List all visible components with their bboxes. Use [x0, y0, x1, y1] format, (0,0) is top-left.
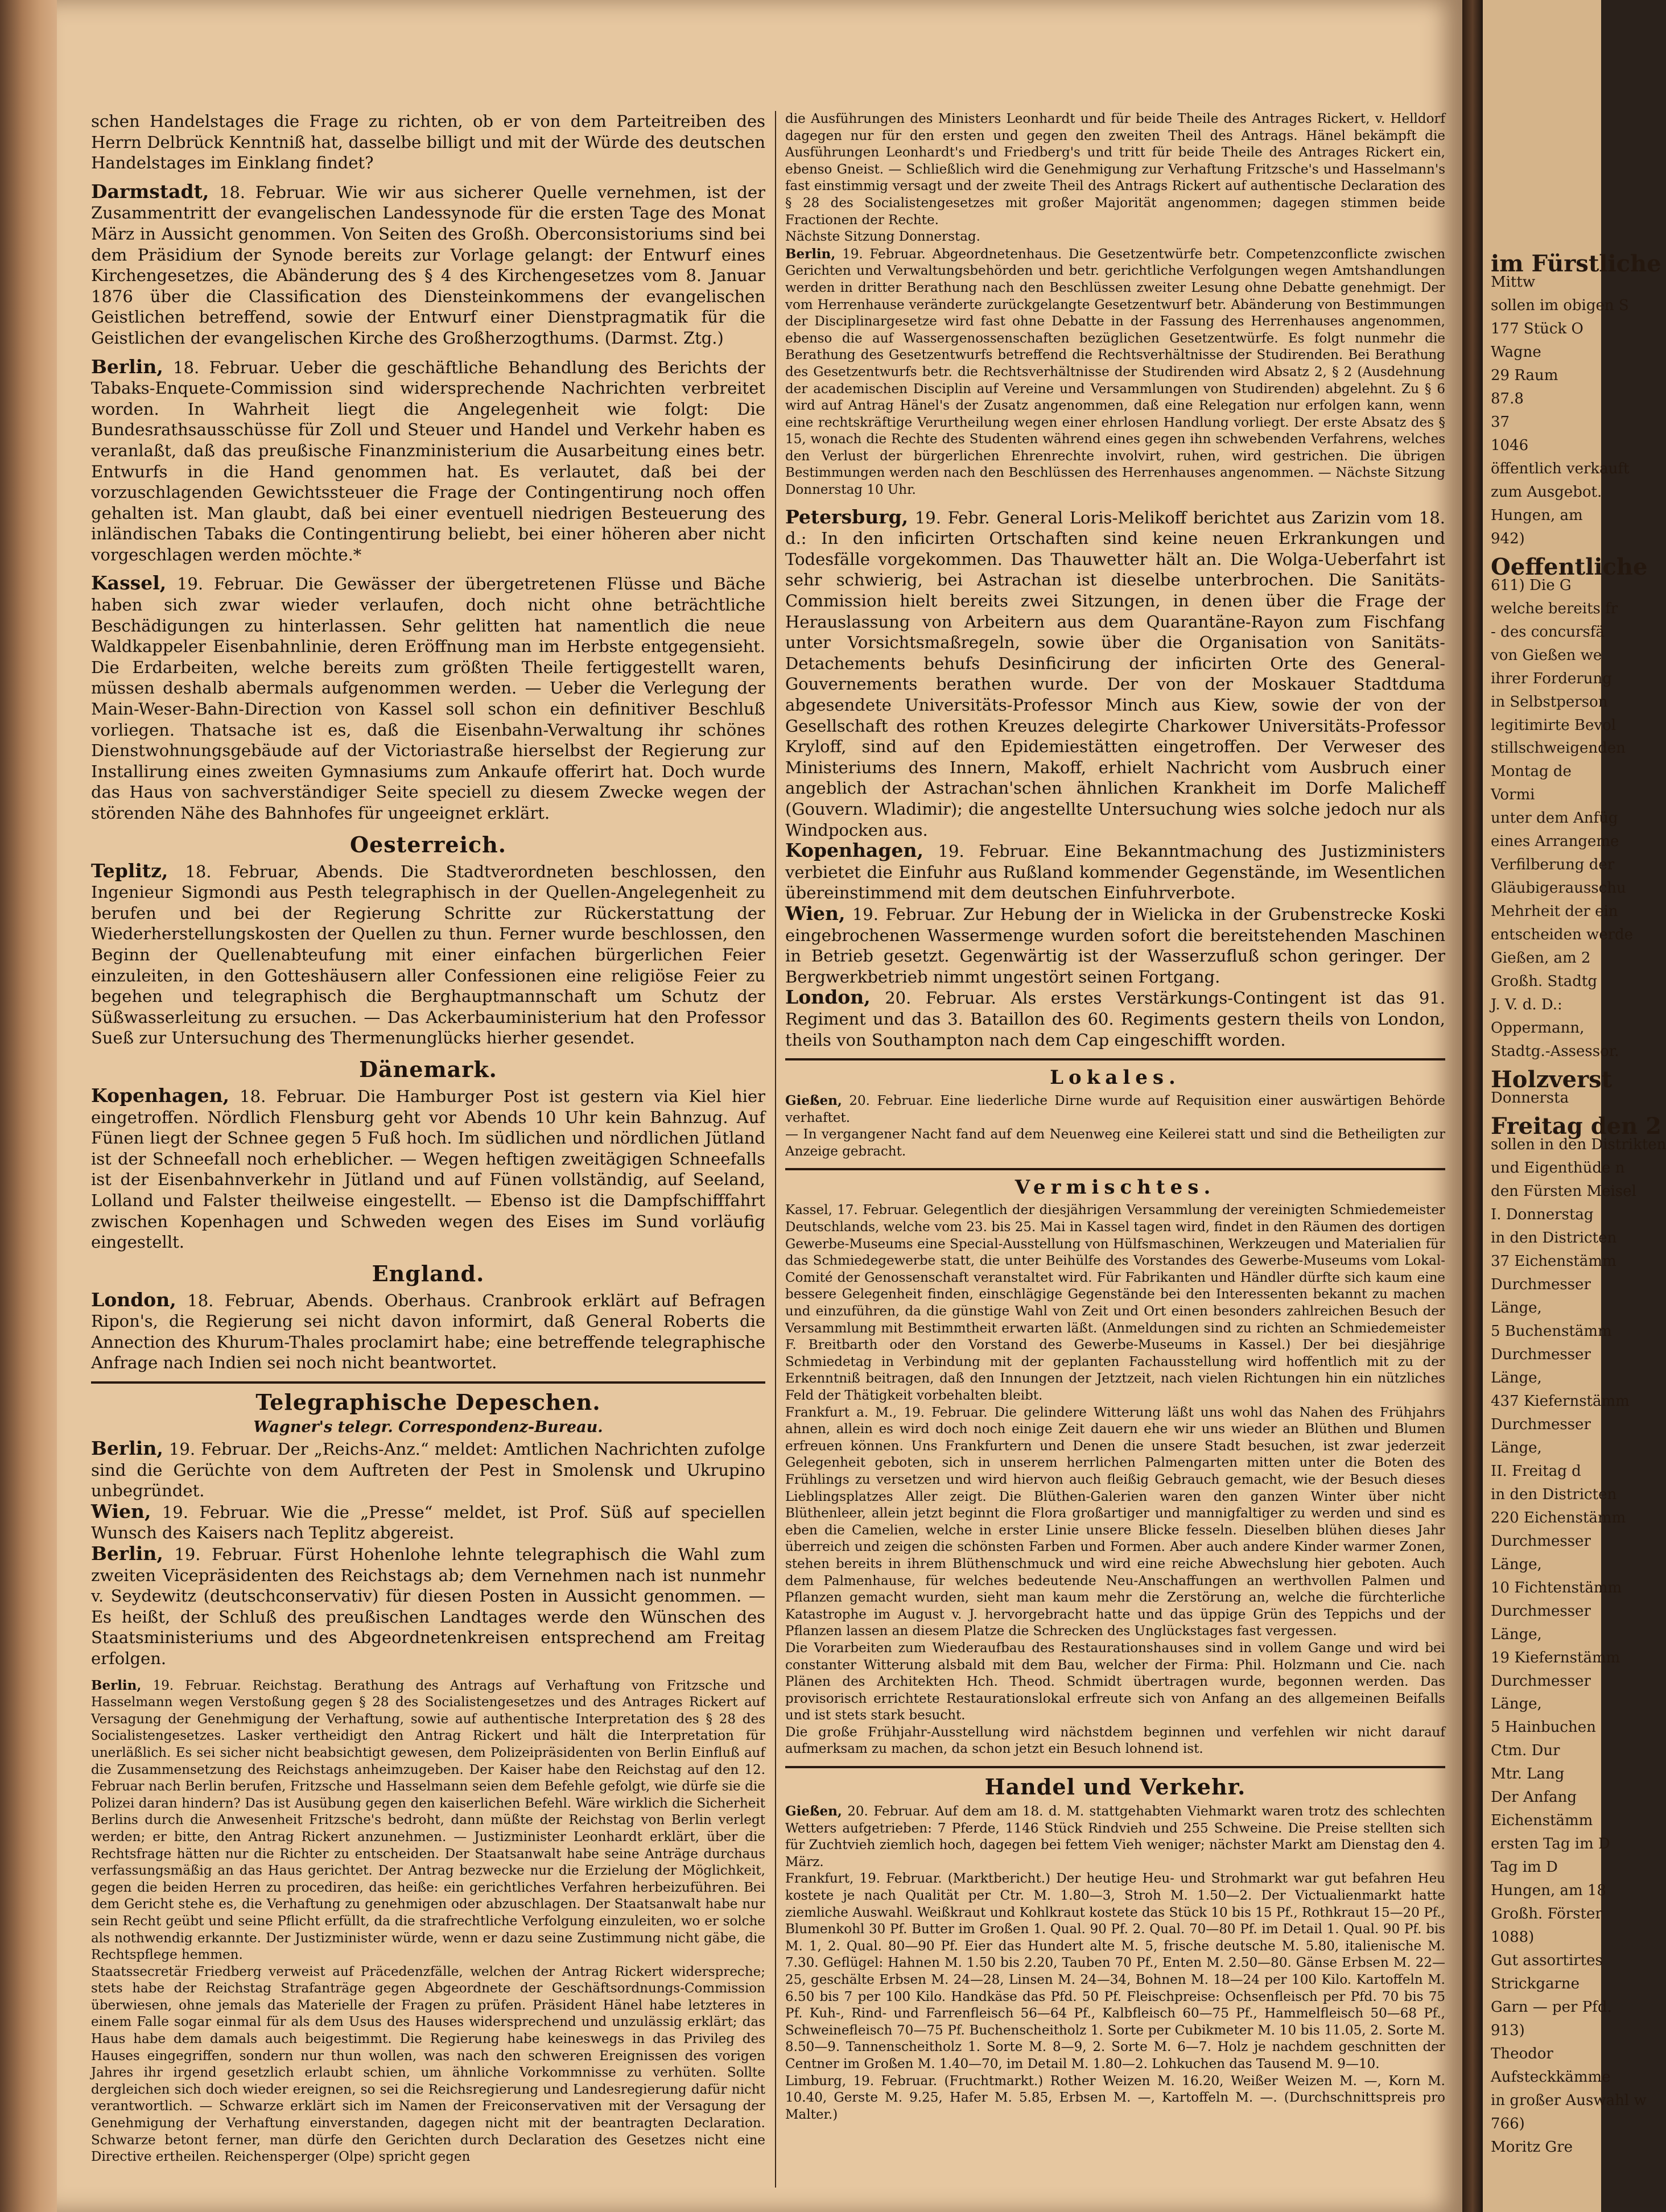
handel-limburg: Limburg, 19. Februar. (Fruchtmarkt.) Rother Weizen M. 16.20, Weißer Weizen M. —, Korn M. 10.40, Gerste M. 9.25, Hafer M. 5.85, Erbsen M. —, Kartoffeln M. —. (Durchschnittspreis pro Malter.) [785, 2073, 1445, 2122]
tel-berlin [91, 1438, 765, 1501]
next-page-fragment: entscheiden werde [1491, 926, 1634, 943]
next-page-fragment: Hungen, am [1491, 507, 1583, 524]
next-page-fragment: Garn — per Pfd. [1491, 1999, 1612, 2016]
next-page-fragment: den Fürsten Meisel [1491, 1183, 1636, 1200]
column-divider [775, 111, 776, 2188]
article-intro: schen Handelstages die Frage zu richten, ob er von dem Parteitreiben des Herrn Delbrück Kenntniß hat, dasselbe billigt und mit der Würde des deutschen Handelstages im Einklang findet? [91, 112, 765, 173]
next-page-fragment: Wagne [1491, 344, 1541, 361]
dateline-london: London, [91, 1288, 176, 1311]
next-page-fragment: Großh. Förster [1491, 1905, 1602, 1922]
dateline-kopenhagen: Kopenhagen, [91, 1084, 229, 1107]
text-tel-wien: 19. Februar. Wie die „Presse“ meldet, ist Prof. Süß auf speciellen Wunsch des Kaisers nach Teplitz abgereist. [91, 1502, 765, 1543]
vermischtes-frankfurt-3: Die große Frühjahr-Ausstellung wird nächstdem beginnen und verfehlen wir nicht darauf aufmerksam zu machen, da schon jetzt ein Besuch lohnend ist. [785, 1724, 1445, 1757]
next-page-fragment: Gläubigerausschu [1491, 880, 1626, 897]
friedberg-report: Staatssecretär Friedberg verweist auf Präcedenzfälle, welchen der Antrag Rickert widerspreche; stets habe der Reichstag Strafanträge gegen Abgeordnete der Geschäftsordnungs-Commission überwiesen, ohne jemals das Materielle der Fragen zu prüfen. Präsident Hänel habe letzteres in einem Falle sogar einmal für als dem Usus des Hauses widersprechend und unzulässig erklärt; das Haus habe dem damals auch beigestimmt. Die Regierung habe keineswegs in das Privileg des Hauses eingegriffen, sondern nur thun wollen, was nach den schweren Ereignissen des vorigen Jahres ihr irgend gesetzlich erlaubt schien, um ähnliche Vorkommnisse zu verhüten. Sollte dergleichen sich doch wieder ereignen, so sei die Reichsregierung und Landesregierung dafür nicht verantwortlich. — Schwarze erklärt sich im Namen der Freiconservativen mit der Versagung der Genehmigung der Verhaftung einverstanden, dagegen nicht mit der beantragten Declaration. Schwarze betont ferner, man dürfe den Gerichten durch Declaration des Gesetzes nicht eine Directive ertheilen. Reichensperger (Olpe) spricht gegen [91, 1964, 765, 2165]
next-page-fragment: und Eigenthüde n [1491, 1159, 1625, 1177]
next-page-fragment: Durchmesser [1491, 1416, 1591, 1433]
next-page-fragment: 913) [1491, 2022, 1525, 2039]
section-rule-handel [785, 1766, 1445, 1768]
left-column [91, 111, 765, 2188]
next-page-fragment: Montag de [1491, 763, 1572, 780]
next-page-fragment: 437 Kiefernstämm [1491, 1393, 1630, 1410]
next-page-fragment: in den Districten [1491, 1486, 1617, 1503]
next-page-fragment: stillschweigenden [1491, 740, 1626, 757]
dateline-giessen: Gießen, [785, 1093, 842, 1109]
dateline-kop-2: Kopenhagen, [785, 839, 923, 862]
article-abgeordnetenhaus [785, 246, 1445, 499]
book-gutter [1462, 0, 1483, 2212]
next-page-fragment: Länge, [1491, 1439, 1542, 1456]
dateline-wien: Wien, [785, 902, 846, 925]
next-page-fragment: Holzverst [1491, 1066, 1613, 1093]
section-heading-handel: Handel und Verkehr. [984, 1774, 1246, 1800]
article-london-2 [785, 987, 1445, 1050]
text-kop-2: 19. Februar. Eine Bekanntmachung des Justizministers verbietet die Einfuhr aus Rußland kommender Gegenstände, im Wesentlichen übereinstimmend mit dem deutschen Einfuhrverbote. [785, 841, 1446, 903]
section-rule [91, 1381, 765, 1384]
text-giessen: 20. Februar. Eine liederliche Dirne wurde auf Requisition einer auswärtigen Behörde verhaftet. [785, 1093, 1445, 1125]
next-page-fragment: öffentlich verkauft [1491, 460, 1630, 477]
next-page-fragment: Durchmesser [1491, 1276, 1591, 1293]
next-page-fragment: sollen in den Distrikten [1491, 1136, 1666, 1153]
lokales-giessen [785, 1092, 1445, 1126]
dateline-teplitz: Teplitz, [91, 859, 168, 882]
next-page-fragment: Länge, [1491, 1369, 1542, 1386]
telegraph-bureau: Wagner's telegr. Correspondenz-Bureau. [253, 1418, 603, 1437]
next-page-fragment: ihrer Forderung [1491, 670, 1612, 687]
article-kopenhagen-2 [785, 840, 1445, 903]
article-berlin-tabak [91, 357, 765, 566]
next-page-fragment: 19 Kiefernstämm [1491, 1649, 1620, 1666]
next-page-fragment: Verfilberung der [1491, 856, 1615, 873]
section-rule-vermischtes [785, 1168, 1445, 1170]
next-page-fragment: Der Anfang [1491, 1789, 1577, 1806]
next-page-fragment: Eichenstämm [1491, 1812, 1593, 1829]
next-page-fragment: 177 Stück O [1491, 320, 1583, 337]
adjacent-page-fragment [1483, 0, 1666, 2212]
next-page-fragment: eines Arrangeme [1491, 833, 1619, 850]
lokales-giessen-2: — In vergangener Nacht fand auf dem Neuenweg eine Keilerei statt und sind die Betheiligten zur Anzeige gebracht. [785, 1127, 1445, 1159]
book-edge [0, 0, 57, 2212]
dateline-berlin: Berlin, [91, 355, 163, 378]
next-page-fragment: 220 Eichenstämm [1491, 1509, 1626, 1526]
next-page-fragment: 29 Raum [1491, 367, 1558, 384]
tel-berlin-2 [91, 1544, 765, 1669]
next-page-fragment: Freitag den 2 [1491, 1113, 1661, 1140]
next-page-fragment: zum Ausgebot. [1491, 484, 1602, 501]
handel-giessen [785, 1803, 1445, 1871]
section-rule-lokales [785, 1058, 1445, 1060]
next-page-fragment: Hungen, am 18 [1491, 1882, 1606, 1899]
next-page-fragment: Mittw [1491, 274, 1536, 291]
text-tel-berlin-2: 19. Februar. Fürst Hohenlohe lehnte telegraphisch die Wahl zum zweiten Vicepräsidenten des Reichstags ab; dem Vernehmen nach ist nunmehr v. Seydewitz (deutschconservativ) für diesen Posten in Aussicht genommen. — Es heißt, der Schluß des preußischen Landtages werde den Wünschen des Staatsministeriums und des Abgeordnetenkreisen entsprechend am Freitag erfolgen. [91, 1545, 765, 1668]
article-wien [785, 903, 1445, 987]
article-petersburg [785, 507, 1445, 841]
next-page-fragment: sollen im obigen S [1491, 297, 1629, 314]
next-page-fragment: Mtr. Lang [1491, 1765, 1565, 1782]
dateline-reichstag: Berlin, [91, 1677, 142, 1693]
dateline-darmstadt: Darmstadt, [91, 180, 209, 203]
section-heading-england: England. [372, 1260, 485, 1286]
text-berlin: 18. Februar. Ueber die geschäftliche Behandlung des Berichts der Tabaks-Enquete-Commission sind widersprechende Nachrichten verbreitet worden. In Wahrheit liegt die Angelegenheit wie folgt: Die Bundesrathsausschüsse für Zoll und Steuer und Handel und Verkehr haben es veranlaßt, daß das preußische Finanzministerium die Ausarbeitung eines betr. Entwurfs in die Hand genommen hat. Es verlautet, daß bei der vorzuschlagenden Gewichtssteuer die Frage der Contingentirung noch offen gehalten ist. Man glaubt, daß bei einer eventuell niedrigen Besteuerung des inländischen Tabaks die Contingentirung beliebt, bei einer höheren aber nicht vorgeschlagen werden möchte.* [91, 357, 765, 564]
next-page-fragment: Gießen, am 2 [1491, 950, 1591, 967]
next-page-fragment: ersten Tag im D [1491, 1835, 1610, 1852]
section-heading-vermischtes: Vermischtes. [1015, 1176, 1216, 1199]
article-darmstadt [91, 181, 765, 349]
vermischtes-frankfurt-2: Die Vorarbeiten zum Wiederaufbau des Restaurationshauses sind in vollem Gange und wird bei constanter Witterung alsbald mit dem Bau, welcher der Firma: Phil. Holzmann und Cie. nach Plänen des Architekten Hch. Theod. Schmidt übertragen wurde, begonnen werden. Das provisorisch errichtete Restaurationslokal erfreute sich von Anfang an des allgemeinen Beifalls und ist stets stark besucht. [785, 1640, 1445, 1723]
article-london-oberhaus [91, 1290, 765, 1373]
next-page-fragment: Länge, [1491, 1556, 1542, 1573]
text-wien: 19. Februar. Zur Hebung der in Wielicka in der Grubenstrecke Koski eingebrochenen Wassermenge wurden sofort die bereitstehenden Maschinen in Betrieb gesetzt. Gegenwärtig ist der Wasserzufluß schon geringer. Der Bergwerkbetrieb nimmt ungestört seinen Fortgang. [785, 904, 1445, 987]
next-page-fragment: unter dem Anfüg [1491, 810, 1618, 827]
reichstag-report [91, 1677, 765, 1964]
dateline-petersburg: Petersburg, [785, 505, 909, 528]
vermischtes-kassel: Kassel, 17. Februar. Gelegentlich der diesjährigen Versammlung der vereinigten Schmiedemeister Deutschlands, welche vom 23. bis 25. Mai in Kassel tagen wird, findet in den Räumen des dortigen Gewerbe-Museums eine Special-Ausstellung von Hülfsmaschinen, Werkzeugen und Materialien für das Schmiedegewerbe statt, die unter Beihülfe des Vorstandes des Gewerbe-Museums vom Lokal-Comité der Genossenschaft veranstaltet wird. Für Fabrikanten und Händler dürfte sich kaum eine bessere Gelegenheit finden, einschlägige Gegenstände bei den Interessenten bekannt zu machen und einzuführen, da die günstige Wahl von Zeit und Ort einen besonders zahlreichen Besuch der Versammlung mit Bestimmtheit erwarten läßt. (Anmeldungen sind zu richten an Schmiedemeister F. Breitbarth oder den Vorstand des Gewerbe-Museums in Kassel.) Der bei diesjährige Schmiedetag in Verbindung mit der geplanten Fachausstellung wird hoffentlich mit zu der Erkenntniß beitragen, daß den Innungen der Jetztzeit, nach vielen Richtungen hin ein nützliches Feld der Thätigkeit vorbehalten bleibt. [785, 1203, 1445, 1403]
next-page-fragment: Mehrheit der ein [1491, 903, 1618, 920]
reichstag-continued: die Ausführungen des Ministers Leonhardt und für beide Theile des Antrages Rickert, v. Helldorf dagegen nur für den ersten und gegen den zweiten Theil des Antrags. Hänel bekämpft die Ausführungen Leonhardt's und Friedberg's und tritt für beide Theile des Antrages Rickert ein, ebenso Gneist. — Schließlich wird die Genehmigung zur Verhaftung Fritzsche's und Hasselmann's fast einstimmig versagt und der zweite Theil des Antrags Rickert auf authentische Declaration des § 28 des Socialistengesetzes mit großer Majorität angenommen; dagegen stimmen beide Fractionen der Rechte. [785, 112, 1445, 228]
next-page-fragment: Durchmesser [1491, 1533, 1591, 1550]
article-teplitz [91, 861, 765, 1049]
next-page-fragment: welche bereits fr [1491, 600, 1618, 617]
dateline-h-giessen: Gießen, [785, 1804, 842, 1819]
next-page-fragment: Großh. Stadtg [1491, 973, 1597, 990]
article-kassel [91, 573, 765, 823]
dateline-tel-berlin: Berlin, [91, 1437, 163, 1460]
next-page-fragment: 5 Buchenstämm [1491, 1323, 1612, 1340]
next-page-fragment: 37 Eichenstämm [1491, 1253, 1616, 1270]
section-heading-daenemark: Dänemark. [359, 1056, 497, 1082]
text-london-2: 20. Februar. Als erstes Verstärkungs-Contingent ist das 91. Regiment und das 3. Bataillon des 60. Regiments gestern theils von London, theils von Southampton nach dem Cap eingeschifft worden. [785, 988, 1445, 1050]
next-page-fragment: Länge, [1491, 1695, 1542, 1712]
next-page-fragment: Vormi [1491, 786, 1535, 803]
dateline-london-2: London, [785, 986, 871, 1009]
next-page-fragment: 1088) [1491, 1929, 1535, 1946]
article-kopenhagen [91, 1086, 765, 1253]
text-tel-berlin: 19. Februar. Der „Reichs-Anz.“ meldet: Amtlichen Nachrichten zufolge sind die Gerüchte von dem Auftreten der Pest in Smolensk und Ukrupino unbegründet. [91, 1439, 766, 1501]
next-page-fragment: Aufsteckkämme [1491, 2069, 1611, 2086]
section-heading-telegraph: Telegraphische Depeschen. [255, 1389, 601, 1415]
next-page-fragment: Durchmesser [1491, 1603, 1591, 1620]
text-kopenhagen: 18. Februar. Die Hamburger Post ist gestern via Kiel hier eingetroffen. Nördlich Flensburg geht vor Abends 10 Uhr kein Bahnzug. Auf Fünen liegt der Schnee gegen 5 Fuß hoch. Im südlichen und nördlichen Jütland ist der Schneefall noch erheblicher. — Wegen heftigen zweitägigen Schneefalls ist der Eisenbahnverkehr in Jütland und auf Fünen vollständig, auf Seeland, Lolland und Falster theilweise eingestellt. — Ebenso ist die Dampfschifffahrt zwischen Kopenhagen und Schweden wegen des Eises im Sund vorläufig eingestellt. [91, 1086, 766, 1252]
next-page-fragment: Oppermann, [1491, 1020, 1585, 1037]
vermischtes-frankfurt: Frankfurt a. M., 19. Februar. Die gelindere Witterung läßt uns wohl das Nahen des Frühjahrs ahnen, allein es wird doch noch einige Zeit dauern ehe wir uns wieder an Blüthen und Blumen erfreuen können. Uns Frankfurtern und Denen die unsere Stadt besuchen, ist zwar jederzeit Gelegenheit geboten, sich in unserem herrlichen Palmengarten mitten unter die Boten des Frühlings zu versetzen und wird hiervon auch fleißig Gebrauch gemacht, wie der Besuch dieses Lieblingsplatzes Aller zeigt. Die Blüthen-Galerien waren den ganzen Winter über nicht Blüthenleer, allein jetzt beginnt die Flora großartiger und mannigfaltiger zu werden und sind es eben die Camelien, welche in erster Linie unsere Blicke fesseln. Dieselben blühen dieses Jahr überreich und zeigen die schönsten Farben und Formen. Aber auch andere Kinder warmer Zonen, stehen bereits in ihrem Blüthenschmuck und wird eine reiche Abwechslung hier geboten. Auch dem Palmenhause, für welches bedeutende Neu-Anschaffungen an werthvollen Palmen und Pflanzen gemacht wurden, sieht man kaum mehr die Zerstörung an, welche die fürchterliche Katastrophe im August v. J. hervorgebracht hatte und das üppige Grün des Teppichs und der Pflanzen lassen an diesem Platze die Schrecken des Unglückstages fast vergessen. [785, 1405, 1445, 1639]
next-page-fragment: im Fürstliche [1491, 250, 1661, 277]
next-page-fragment: I. Donnerstag [1491, 1206, 1594, 1223]
text-petersburg: 19. Febr. General Loris-Melikoff berichtet aus Zarizin vom 18. d.: In den inficirten Ortschaften sind keine neuen Erkrankungen und Todesfälle vorgekommen. Das Thauwetter hält an. Die Wolga-Ueberfahrt ist sehr schwierig, bei Astrachan ist dieselbe unterbrochen. Die Sanitäts-Commission hielt bereits zwei Sitzungen, in denen über die Frage der Herauslassung von Arbeitern aus dem Quarantäne-Rayon zum Fischfang unter Vorsichtsmaßregeln, sowie über die Organisation von Sanitäts-Detachements behufs Desinficirung der inficirten Orte des General-Gouvernements berathen wurde. Der von der Moskauer Stadtduma abgesendete Universitäts-Professor Minch aus Kiew, sowie der von der Gesellschaft des rothen Kreuzes delegirte Charkower Universitäts-Professor Kryloff, sind auf den Epidemiestätten eingetroffen. Der Verweser des Ministeriums des Innern, Makoff, erhielt Nachricht vom Ausbruch einer angeblich der Astrachan'schen ähnlichen Krankheit im Dorfe Malicheff (Gouvern. Wladimir); die angestellte Untersuchung wies solche jedoch nur als Windpocken aus. [785, 507, 1445, 840]
next-page-fragment: Oeffentliche [1491, 554, 1648, 580]
dateline-tel-wien: Wien, [91, 1500, 151, 1522]
text-abg: 19. Februar. Abgeordnetenhaus. Die Gesetzentwürfe betr. Competenzconflicte zwischen Gerichten und Verwaltungsbehörden und betr. gerichtliche Verfolgungen wegen Amtshandlungen werden in dritter Berathung nach den Beschlüssen zweiter Lesung ohne Debatte genehmigt. Der vom Herrenhause veränderte zurückgelangte Gesetzentwurf betr. Abänderung von Bestimmungen der Disciplinargesetze wird fast ohne Debatte in der Fassung des Herrenhauses angenommen, ebenso die auf Wassergenossenschaften bezüglichen Gesetzentwürfe. Es folgt nunmehr die Berathung des Gesetzentwurfs betreffend die Rechtsverhältnisse der Studirenden. Bei Berathung des Gesetzentwurfs betr. die Rechtsverhältnisse der Studirenden wird Absatz 2, § 2 (Ausdehnung der academischen Disciplin auf Vereine und Versammlungen von Studirenden) abgelehnt. Zu § 6 wird auf Antrag Hänel's der Zusatz angenommen, daß eine Relegation nur erfolgen kann, wenn eine rechtskräftige Verurtheilung wegen einer ehrlosen Handlung vorliegt. Der erste Absatz des § 15, wonach die Rechte des Studenten während eines gegen ihn schwebenden Verfahrens, welches den Verlust der bürgerlichen Ehrenrechte involvirt, ruhen, wird gestrichen. Die übrigen Bestimmungen werden nach den Beschlüssen des Herrenhauses angenommen. — Nächste Sitzung Donnerstag 10 Uhr. [785, 246, 1446, 498]
handel-frankfurt: Frankfurt, 19. Februar. (Marktbericht.) Der heutige Heu- und Strohmarkt war gut befahren Heu kostete je nach Qualität per Ctr. M. 1.80—3, Stroh M. 1.50—2. Der Victualienmarkt hatte ziemliche Auswahl. Weißkraut und Kohlkraut kostete das Stück 10 bis 15 Pf., Rothkraut 15—20 Pf., Blumenkohl 30 Pf. Butter im Großen 1. Qual. 90 Pf. 2. Qual. 70—80 Pf. im Detail 1. Qual. 90 Pf. bis M. 1, 2. Qual. 80—90 Pf. Eier das Hundert alte M. 5, frische deutsche M. 5.80, italienische M. 7.30. Geflügel: Hahnen M. 1.50 bis 2.20, Tauben 70 Pf., Enten M. 2.50—80. Gänse Erbsen M. 22—25, geschälte Erbsen M. 24—28, Linsen M. 24—34, Bohnen M. 18—24 per 100 Kilo. Kartoffeln M. 6.50 bis 7 per 100 Kilo. Handkäse das Pfd. 50 Pf. Fleischpreise: Ochsenfleisch per Pfd. 70 bis 75 Pf. Kuh-, Rind- und Farrenfleisch 56—64 Pf., Kalbfleisch 60—75 Pf., Hammelfleisch 50—68 Pf., Schweinefleisch 70—75 Pf. Buchenscheitholz 1. Sorte per Cubikmeter M. 10 bis 11.05, 2. Sorte M. 8.50—9. Tannenscheitholz 1. Sorte M. 8—9, 2. Sorte M. 6—7. Holz je nachdem geschnitten der Centner im Großen M. 1.40—70, im Detail M. 1.80—2. Lohkuchen das Tausend M. 9—10. [785, 1871, 1445, 2071]
next-page-fragment: Länge, [1491, 1626, 1542, 1643]
section-heading-lokales: Lokales. [1050, 1066, 1181, 1090]
text-kassel: 19. Februar. Die Gewässer der übergetretenen Flüsse und Bäche haben sich zwar wieder verlaufen, doch nicht ohne beträchtliche Beschädigungen zu hinterlassen. Sehr gelitten hat namentlich die neue Waldkappeler Eisenbahnlinie, deren Eröffnung man im Herbste entgegensieht. Die Erdarbeiten, welche bereits zum größten Theile fertiggestellt waren, müssen deshalb abermals aufgenommen werden. — Ueber die Verlegung der Main-Weser-Bahn-Direction von Kassel soll schon ein definitiver Beschluß vorliegen. Thatsache ist es, daß die Eisenbahn-Verwaltung ihr schönes Dienstwohnungsgebäude auf der Victoriastraße hierselbst der Regierung zur Installirung eines zweiten Gymnasiums zum Ankaufe offerirt hat. Doch wurde das Haus von sachverständiger Seite speciell zu diesem Zwecke wegen der störenden Nähe des Bahnhofes für ungeeignet erklärt. [91, 574, 766, 823]
next-page-fragment: in Selbstperson [1491, 694, 1608, 711]
dateline-tel-berlin-2: Berlin, [91, 1542, 163, 1565]
dateline-kassel: Kassel, [91, 572, 167, 595]
tel-wien [91, 1501, 765, 1544]
section-heading-oesterreich: Oesterreich. [349, 831, 507, 857]
dateline-abg: Berlin, [785, 246, 836, 262]
next-page-fragment: Moritz Gre [1491, 2139, 1573, 2156]
text-london: 18. Februar, Abends. Oberhaus. Cranbrook erklärt auf Befragen Ripon's, die Regierung sei nicht davon informirt, daß General Roberts die Annection des Khurum-Thales proclamirt habe; eine betreffende telegraphische Anfrage nach Indien sei noch nicht beantwortet. [91, 1290, 765, 1373]
text-reichstag: 19. Februar. Reichstag. Berathung des Antrags auf Verhaftung von Fritzsche und Hasselmann wegen Verstoßung gegen § 28 des Socialistengesetzes und des Antrages Rickert auf Versagung der Genehmigung der Verhaftung, sowie auf authentische Interpretation des § 28 des Socialistengesetzes. Lasker vertheidigt den Antrag Rickert und hält die Interpretation für unerläßlich. Es sei sicher nicht beabsichtigt gewesen, dem Polizeipräsidenten von Berlin Einfluß auf die Zusammensetzung des Reichstags anheimzugeben. Der Kaiser habe den Reichstag auf den 12. Februar nach Berlin berufen, Fritzsche und Hasselmann seien dem Befehle gefolgt, wie dürfe sie die Polizei daran hindern? Das ist Ausübung gegen den kaiserlichen Befehl. Wäre wirklich die Sicherheit Berlins durch die Anwesenheit Fritzsche's bedroht, dann müßte der Reichstag von Berlin verlegt werden; er bitte, den Antrag Rickert anzunehmen. — Justizminister Leonhardt erklärt, über die Rechtsfrage hätten nur die Richter zu entscheiden. Der Staatsanwalt habe seine Anträge durchaus verfassungsmäßig an das Haus gerichtet. Der Antrag bezwecke nur die Erzielung der Möglichkeit, gegen die beiden Herren zu procediren, das heiße: ein gerichtliches Verfahren herbeizuführen. Bei dem Gericht stehe es, die Verhaftung zu genehmigen oder abzuschlagen. Der Staatsanwalt habe nur sein Recht geübt und seine Pflicht erfüllt, da die strafrechtliche Verfolgung einzuleiten, wo er solche als nothwendig erkannte. Der Justizminister würde, wenn er dazu seine Zustimmung nicht gäbe, die Rechtspflege hemmen. [91, 1678, 765, 1963]
next-page-fragment: von Gießen we [1491, 647, 1602, 664]
next-page-fragment: Durchmesser [1491, 1346, 1591, 1363]
next-page-fragment: Durchmesser [1491, 1673, 1591, 1690]
next-page-fragment: Donnersta [1491, 1090, 1569, 1107]
next-page-fragment: in großer Auswahl w [1491, 2092, 1647, 2109]
next-page-fragment: 942) [1491, 530, 1525, 547]
next-page-fragment: J. V. d. D.: [1491, 996, 1562, 1013]
next-page-fragment: 10 Fichtenstämm [1491, 1579, 1622, 1596]
next-page-fragment: 87.8 [1491, 390, 1524, 407]
reichstag-next-session: Nächste Sitzung Donnerstag. [785, 229, 980, 245]
text-teplitz: 18. Februar, Abends. Die Stadtverordneten beschlossen, den Ingenieur Sigmondi aus Pesth telegraphisch in der Quellen-Angelegenheit zu berufen und bei der Regierung Schritte zur Rückerstattung der Wiederherstellungskosten der Quellen zu thun. Ferner wurde beschlossen, den Beginn der Quellenabteufung mit einer einfachen bürgerlichen Feier einzuleiten, in den Gotteshäusern aller Confessionen eine religiöse Feier zu begehen und telegraphisch die Berghauptmannschaft um Schutz der Süßwasserleitung zu ersuchen. — Das Ackerbauministerium hat den Professor Sueß zur Untersuchung des Thermenunglücks hierher gesendet. [91, 861, 765, 1048]
next-page-fragment: Theodor [1491, 2045, 1553, 2062]
next-page-fragment: 37 [1491, 414, 1510, 431]
next-page-fragment: in den Districten [1491, 1229, 1617, 1247]
text-darmstadt: 18. Februar. Wie wir aus sicherer Quelle vernehmen, ist der Zusammentritt der evangelischen Landessynode für die ersten Tage des Monat März in Aussicht genommen. Von Seiten des Großh. Oberconsistoriums sind bei dem Präsidium der Synode bereits zur Vorlage gelangt: der Entwurf eines Kirchengesetzes, die Abänderung des § 4 des Kirchengesetzes vom 8. Januar 1876 über die Classification des Diensteinkommens der evangelischen Geistlichen betreffend, sowie der Entwurf einer Dienstpragmatik für die Geistlichen der evangelischen Kirche des Großherzogthums. (Darmst. Ztg.) [91, 182, 765, 348]
next-page-fragment: 5 Hainbuchen [1491, 1719, 1596, 1736]
next-page-fragment: Ctm. Dur [1491, 1742, 1560, 1759]
right-column [785, 111, 1445, 2188]
next-page-fragment: Gut assortirtes [1491, 1952, 1603, 1969]
next-page-fragment: Strickgarne [1491, 1975, 1580, 1992]
next-page-fragment: Länge, [1491, 1299, 1542, 1317]
next-page-fragment: II. Freitag d [1491, 1463, 1581, 1480]
text-h-giessen: 20. Februar. Auf dem am 18. d. M. stattgehabten Viehmarkt waren trotz des schlechten Wetters aufgetrieben: 7 Pferde, 1146 Stück Rindvieh und 255 Schweine. Die Preise stellten sich für Zuchtvieh ziemlich hoch, dagegen bei fettem Vieh weniger; nächster Markt am Dienstag den 4. März. [785, 1804, 1446, 1870]
next-page-fragment: Stadtg.-Assessor. [1491, 1043, 1619, 1060]
next-page-fragment: legitimirte Bevol [1491, 717, 1616, 734]
next-page-fragment: 766) [1491, 2115, 1525, 2132]
next-page-fragment: Tag im D [1491, 1859, 1558, 1876]
next-page-fragment: 611) Die G [1491, 577, 1572, 594]
next-page-fragment: 1046 [1491, 437, 1529, 454]
next-page-fragment: - des concursfä [1491, 624, 1605, 641]
